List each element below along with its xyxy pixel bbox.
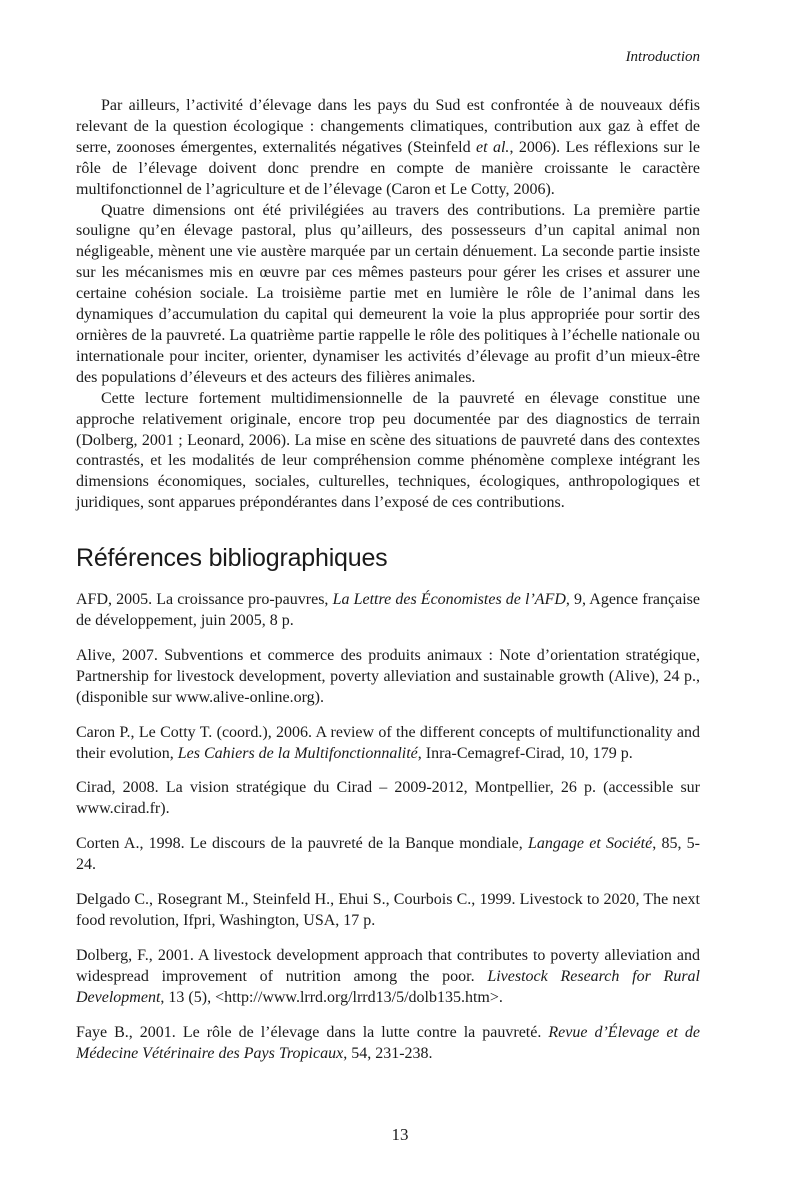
text-run: Alive, 2007. Subventions et commerce des produits animaux : Note d’orientation stratégique, Partnership for livestock development, poverty alleviation and sustainable growth (Alive), 24 p., (disponible sur www.alive-online.org). [76, 646, 700, 706]
text-run: Dolberg, F., 2001. A livestock development approach that contributes to poverty alleviation and widespread improvement of nutrition among the poor. [76, 946, 700, 985]
italic-text: La Lettre des Économistes de l’AFD [332, 591, 566, 609]
reference-entry [76, 590, 700, 632]
text-run: Caron P., Le Cotty T. (coord.), 2006. A review of the different concepts of multifunctionality and their evolution, [76, 723, 700, 762]
text-run: Cette lecture fortement multidimensionnelle de la pauvreté en élevage constitue une approche relativement originale, encore trop peu documentée par des diagnostics de terrain (Dolberg, 2001 ; Leonard, 2006). La mise en scène des situations de pauvreté dans des contextes contrastés, et les modalités de leur compréhension comme phénomène complexe intégrant les dimensions économiques, sociales, culturelles, techniques, écologiques, anthropologiques et juridiques, sont apparues prépondérantes dans l’exposé de ces contributions. [76, 389, 700, 512]
italic-text: Les Cahiers de la Multifonctionnalité [177, 744, 418, 762]
italic-text: et al. [476, 138, 510, 156]
italic-text: Revue d’Élevage et de Médecine Vétérinaire des Pays Tropicaux [76, 1023, 700, 1062]
text-run: Cirad, 2008. La vision stratégique du Cirad – 2009-2012, Montpellier, 26 p. (accessible sur www.cirad.fr). [76, 779, 700, 818]
text-run: , 13 (5), <http://www.lrrd.org/lrrd13/5/dolb135.htm>. [160, 988, 503, 1006]
section-title: Références bibliographiques [76, 544, 388, 573]
reference-list [76, 590, 700, 1064]
text-run: Delgado C., Rosegrant M., Steinfeld H., Ehui S., Courbois C., 1999. Livestock to 2020, The next food revolution, Ifpri, Washington, USA, 17 p. [76, 891, 700, 929]
text-run: AFD, 2005. La croissance pro-pauvres, [76, 591, 333, 609]
text-run: Quatre dimensions ont été privilégiées au travers des contributions. La première partie souligne qu’en élevage pastoral, plus qu’ailleurs, des possesseurs d’un capital animal non négligeable, mènent une vie austère marquée par un certain dénuement. La seconde partie insiste sur les mécanismes mis en œuvre par ces mêmes pasteurs pour gérer les crises et assurer une certaine cohésion sociale. La troisième partie met en lumière le rôle de l’animal dans les dynamiques d’accumulation du capital qui demeurent la voie la plus appropriée pour sortir des ornières de la pauvreté. La quatrième partie rappelle le rôle des politiques à l’échelle nationale ou internationale pour inciter, orienter, dynamiser les activités d’élevage au profit d’un mieux-être des populations d’éleveurs et des acteurs des filières animales. [76, 201, 700, 386]
running-head: Introduction [625, 49, 700, 65]
text-run: , 2006). Les réflexions sur le rôle de l’élevage doivent donc prendre en compte de manière croissante le caractère multifonctionnel de l’agriculture et de l’élevage (Caron et Le Cotty, 2006). [76, 138, 700, 198]
body-paragraph [76, 201, 700, 389]
reference-entry [76, 946, 700, 1009]
text-run: Par ailleurs, l’activité d’élevage dans les pays du Sud est confrontée à de nouveaux défis relevant de la question écologique : changements climatiques, contribution aux gaz à effet de serre, zoonoses émergentes, externalités négatives (Steinfeld [76, 97, 700, 156]
text-run: , 85, 5-24. [76, 835, 701, 874]
body-text [76, 96, 700, 514]
text-run: , 9, Agence française de développement, juin 2005, 8 p. [76, 591, 700, 630]
page-body [76, 96, 700, 1078]
body-paragraph [76, 96, 700, 201]
reference-entry [76, 890, 700, 932]
reference-entry [76, 834, 700, 876]
reference-entry [76, 778, 700, 820]
text-run: , Inra-Cemagref-Cirad, 10, 179 p. [417, 744, 633, 762]
text-run: , 54, 231-238. [343, 1044, 433, 1062]
body-paragraph [76, 389, 700, 514]
reference-entry [76, 646, 700, 709]
text-run: Faye B., 2001. Le rôle de l’élevage dans la lutte contre la pauvreté. [76, 1023, 549, 1041]
text-run: Corten A., 1998. Le discours de la pauvreté de la Banque mondiale, [76, 835, 528, 853]
page-number: 13 [391, 1125, 409, 1144]
italic-text: Langage et Société [528, 835, 653, 853]
italic-text: Livestock Research for Rural Development [76, 967, 700, 1006]
reference-entry [76, 723, 700, 765]
reference-entry [76, 1023, 700, 1065]
